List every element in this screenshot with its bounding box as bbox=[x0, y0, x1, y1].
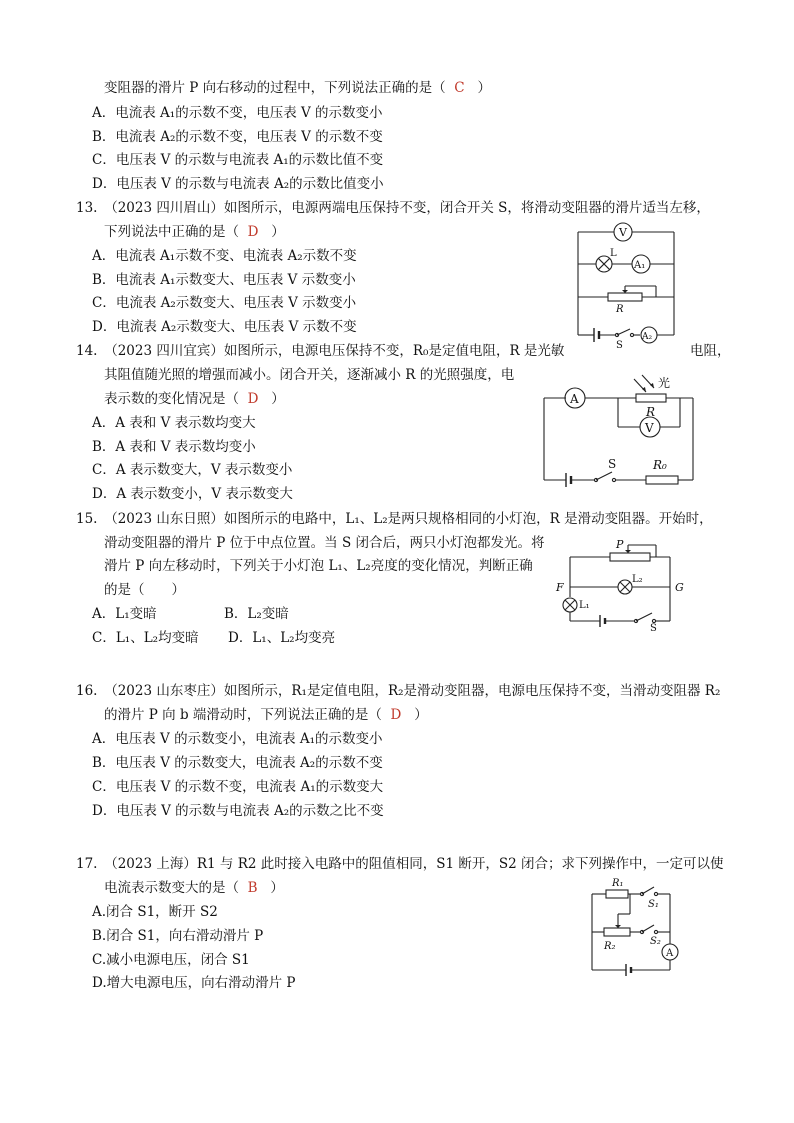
q16-option-a: A．电压表 V 的示数变小，电流表 A₁的示数变小 bbox=[92, 731, 383, 747]
q12-option-d: D．电压表 V 的示数与电流表 A₂的示数比值变小 bbox=[92, 176, 384, 192]
q17-ammeter-label: A bbox=[666, 948, 674, 959]
q14-stem-line3: 表示数的变化情况是（ D ） bbox=[104, 391, 285, 407]
q15-circuit-diagram bbox=[552, 535, 692, 635]
q17-s2-label: S₂ bbox=[650, 936, 661, 947]
q15-lamp-l2-label: L₂ bbox=[632, 574, 643, 585]
q13-ammeter-a2-label: A₂ bbox=[642, 332, 653, 342]
q15-option-c: C．L₁、L₂均变暗 bbox=[92, 630, 199, 646]
q17-stem-line1: 17. （2023 上海）R1 与 R2 此时接入电路中的阻值相同，S1 断开，S2 闭合；求下列操作中，一定可以使 bbox=[76, 856, 724, 872]
q12-option-b: B．电流表 A₂的示数不变，电压表 V 的示数不变 bbox=[92, 129, 383, 145]
q14-photoresistor-label: R bbox=[646, 405, 656, 419]
q14-r0-label: R₀ bbox=[653, 458, 667, 472]
q14-stem-line2: 其阻值随光照的增强而减小。闭合开关，逐渐减小 R 的光照强度，电 bbox=[104, 367, 515, 383]
q13-stem-line2: 下列说法中正确的是（ D ） bbox=[104, 224, 285, 240]
q15-slider-label: P bbox=[616, 538, 624, 551]
q13-circuit-diagram bbox=[570, 220, 685, 350]
q14-circuit-diagram bbox=[538, 365, 698, 493]
q16-option-d: D．电压表 V 的示数与电流表 A₂的示数之比不变 bbox=[92, 803, 384, 819]
q14-switch-label: S bbox=[608, 457, 617, 471]
q16-stem-line1: 16. （2023 山东枣庄）如图所示，R₁是定值电阻，R₂是滑动变阻器，电源电压保持不变，当滑动变阻器 R₂ bbox=[76, 683, 721, 699]
q14-option-b: B．A 表和 V 表示数均变小 bbox=[92, 439, 256, 455]
q15-stem-line4: 的是（ ） bbox=[104, 582, 185, 598]
q13-voltmeter-label: V bbox=[619, 226, 627, 239]
q14-stem-line1-tail: 电阻， bbox=[690, 343, 731, 359]
q15-lamp-l1-label: L₁ bbox=[579, 600, 590, 611]
q12-stem: 变阻器的滑片 P 向右移动的过程中，下列说法正确的是（ C ） bbox=[104, 80, 491, 96]
q13-option-c: C．电流表 A₂示数变大、电压表 V 示数变小 bbox=[92, 295, 357, 311]
q12-option-c: C．电压表 V 的示数与电流表 A₁的示数比值不变 bbox=[92, 152, 384, 168]
q17-stem-line2: 电流表示数变大的是（ B ） bbox=[104, 880, 284, 896]
q17-option-d: D.增大电源电压，向右滑动滑片 P bbox=[92, 975, 296, 991]
q15-stem-line1: 15. （2023 山东日照）如图所示的电路中，L₁、L₂是两只规格相同的小灯泡，R 是滑动变阻器。开始时， bbox=[76, 511, 713, 527]
q17-r2-label: R₂ bbox=[604, 941, 616, 952]
q14-voltmeter-label: V bbox=[645, 421, 654, 435]
q13-option-a: A．电流表 A₁示数不变、电流表 A₂示数不变 bbox=[92, 248, 357, 264]
q15-switch-label: S bbox=[650, 623, 657, 634]
q15-option-a: A．L₁变暗 bbox=[92, 606, 157, 622]
q13-ammeter-a1-label: A₁ bbox=[634, 260, 646, 271]
q14-light-label: 光 bbox=[658, 376, 671, 390]
q17-answer: B bbox=[247, 880, 258, 896]
q14-answer: D bbox=[247, 391, 259, 407]
q15-stem-line2: 滑动变阻器的滑片 P 位于中点位置。当 S 闭合后，两只小灯泡都发光。将 bbox=[104, 535, 545, 551]
q17-circuit-diagram bbox=[582, 872, 687, 984]
q16-answer: D bbox=[390, 707, 402, 723]
q17-option-c: C.减小电源电压，闭合 S1 bbox=[92, 952, 250, 968]
q14-option-d: D．A 表示数变小，V 表示数变大 bbox=[92, 486, 293, 502]
q14-stem-line1: 14. （2023 四川宜宾）如图所示，电源电压保持不变，R₀是定值电阻，R 是光敏 bbox=[76, 343, 565, 359]
q12-answer: C bbox=[454, 80, 465, 96]
q14-ammeter-label: A bbox=[570, 392, 579, 406]
q15-node-f-label: F bbox=[556, 581, 564, 594]
q17-option-a: A.闭合 S1，断开 S2 bbox=[92, 904, 218, 920]
q15-option-b: B．L₂变暗 bbox=[224, 606, 289, 622]
q17-r1-label: R₁ bbox=[612, 878, 624, 889]
q14-option-a: A．A 表和 V 表示数均变大 bbox=[92, 415, 256, 431]
q17-s1-label: S₁ bbox=[648, 899, 659, 910]
q13-answer: D bbox=[247, 224, 259, 240]
q15-stem-line3: 滑片 P 向左移动时，下列关于小灯泡 L₁、L₂亮度的变化情况，判断正确 bbox=[104, 558, 533, 574]
q16-option-b: B．电压表 V 的示数变大，电流表 A₂的示数不变 bbox=[92, 755, 383, 771]
q15-option-d: D．L₁、L₂均变亮 bbox=[228, 630, 336, 646]
q13-rheostat-label: R bbox=[616, 304, 624, 315]
q13-stem-line1: 13. （2023 四川眉山）如图所示，电源两端电压保持不变，闭合开关 S，将滑动变阻器的滑片适当左移， bbox=[76, 200, 710, 216]
q16-stem-line2: 的滑片 P 向 b 端滑动时，下列说法正确的是（ D ） bbox=[104, 707, 428, 723]
q13-lamp-label: L bbox=[610, 248, 617, 259]
q16-option-c: C．电压表 V 的示数不变，电流表 A₁的示数变大 bbox=[92, 779, 384, 795]
q13-option-d: D．电流表 A₂示数变大、电压表 V 示数不变 bbox=[92, 319, 357, 335]
q12-option-a: A．电流表 A₁的示数不变，电压表 V 的示数变小 bbox=[92, 105, 383, 121]
q14-option-c: C．A 表示数变大，V 表示数变小 bbox=[92, 462, 293, 478]
q17-option-b: B.闭合 S1，向右滑动滑片 P bbox=[92, 928, 264, 944]
q15-node-g-label: G bbox=[675, 581, 684, 594]
q13-option-b: B．电流表 A₁示数变大、电压表 V 示数变小 bbox=[92, 272, 356, 288]
q13-switch-label: S bbox=[616, 340, 623, 350]
